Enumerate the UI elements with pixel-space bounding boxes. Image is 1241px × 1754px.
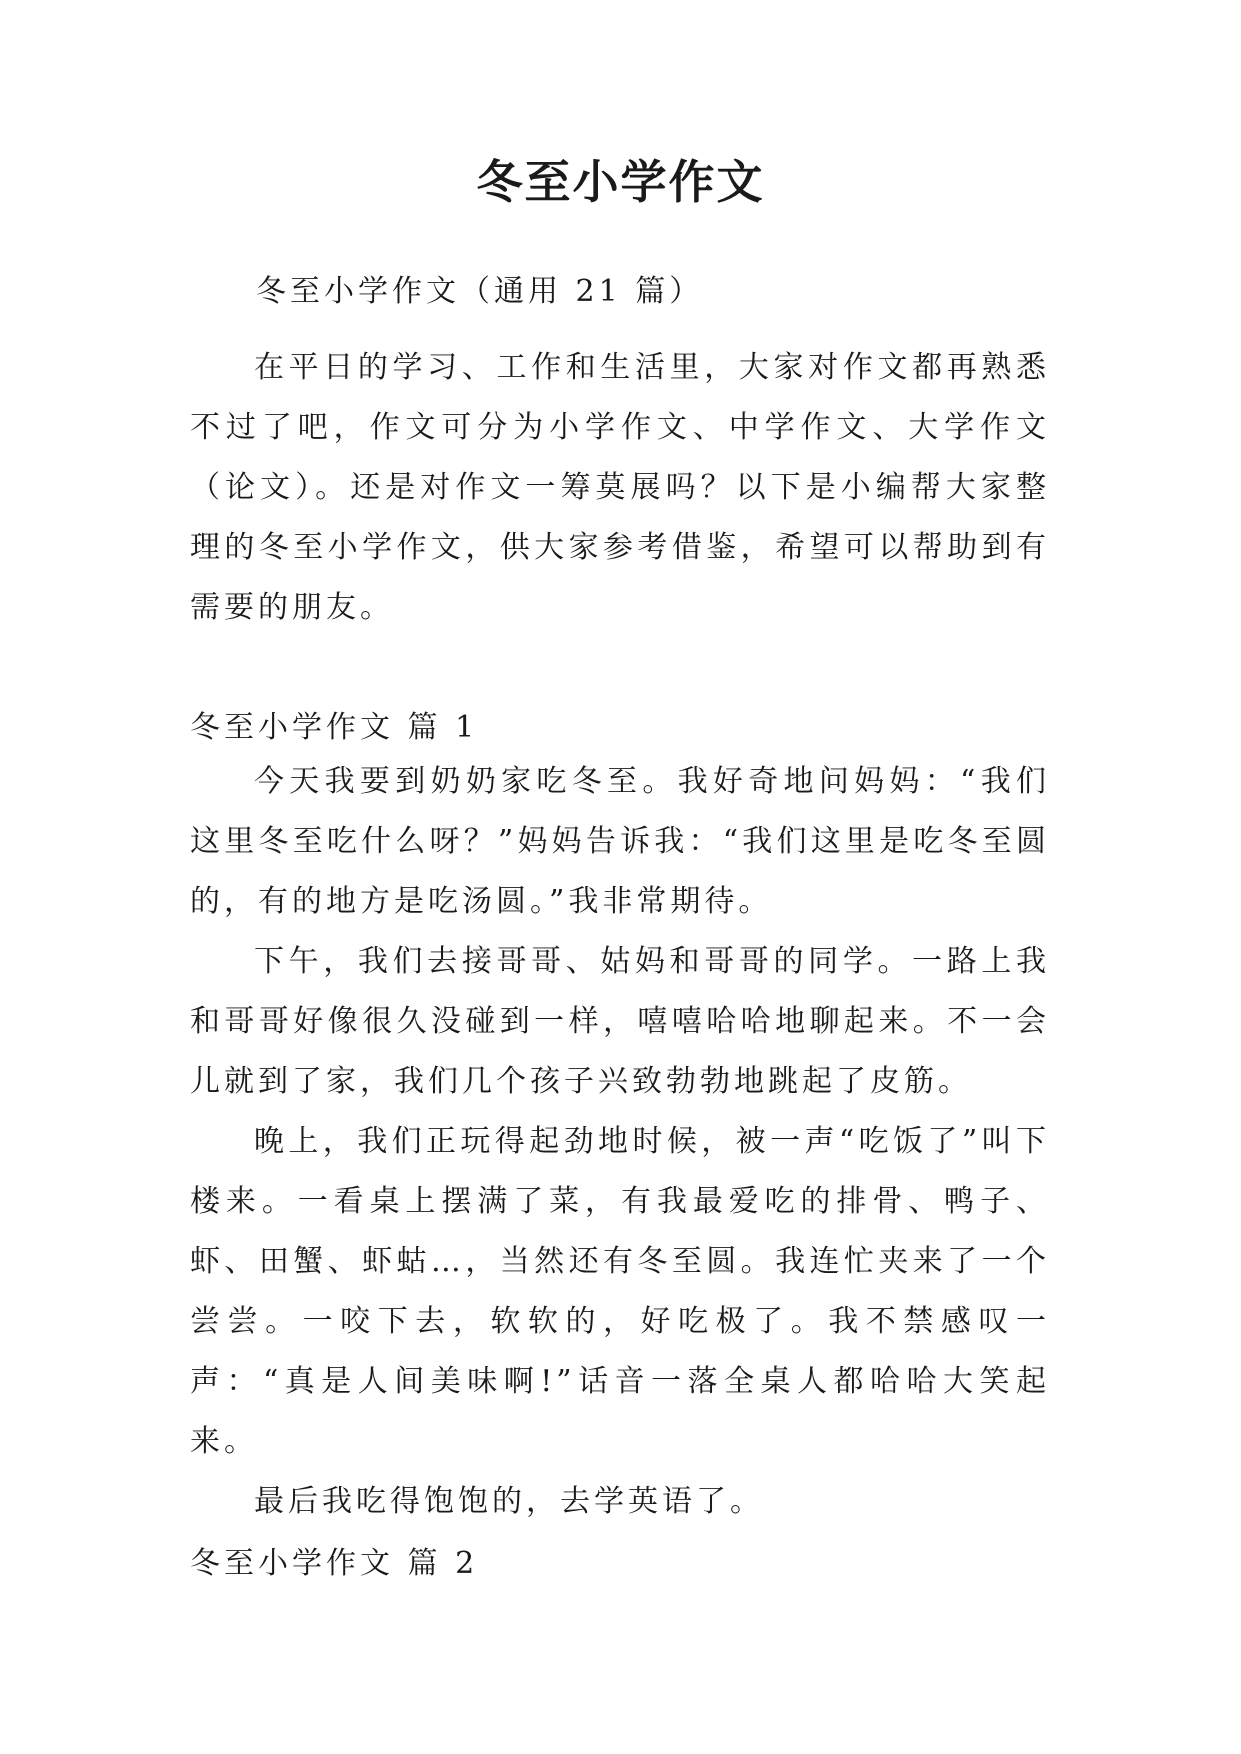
essay-1-paragraph: 今天我要到奶奶家吃冬至。我好奇地问妈妈：“我们这里冬至吃什么呀？”妈妈告诉我：“我们这里是吃冬至圆的，有的地方是吃汤圆。”我非常期待。: [190, 764, 1050, 919]
essay-1-paragraph: 晚上，我们正玩得起劲地时候，被一声“吃饭了”叫下楼来。一看桌上摆满了菜，有我最爱吃的排骨、鸭子、虾、田蟹、虾蛄…，当然还有冬至圆。我连忙夹来了一个尝尝。一咬下去，软软的，好吃极了。我不禁感叹一声：“真是人间美味啊!”话音一落全桌人都哈哈大笑起来。: [190, 1124, 1050, 1459]
essay-1-paragraph: 最后我吃得饱饱的，去学英语了。: [254, 1484, 764, 1519]
document-subtitle: 冬至小学作文（通用 21 篇）: [256, 274, 704, 309]
essay-heading-1: 冬至小学作文 篇 1: [190, 710, 479, 745]
essay-1-body: [190, 752, 1050, 1532]
intro-section: [190, 338, 1050, 638]
intro-paragraph: 在平日的学习、工作和生活里，大家对作文都再熟悉不过了吧，作文可分为小学作文、中学作文、大学作文（论文）。还是对作文一筹莫展吗？以下是小编帮大家整理的冬至小学作文，供大家参考借鉴，希望可以帮助到有需要的朋友。: [190, 350, 1050, 625]
document-title: 冬至小学作文: [476, 155, 765, 209]
essay-1-paragraph: 下午，我们去接哥哥、姑妈和哥哥的同学。一路上我和哥哥好像很久没碰到一样，嘻嘻哈哈地聊起来。不一会儿就到了家，我们几个孩子兴致勃勃地跳起了皮筋。: [190, 944, 1050, 1099]
essay-heading-2: 冬至小学作文 篇 2: [190, 1546, 479, 1581]
